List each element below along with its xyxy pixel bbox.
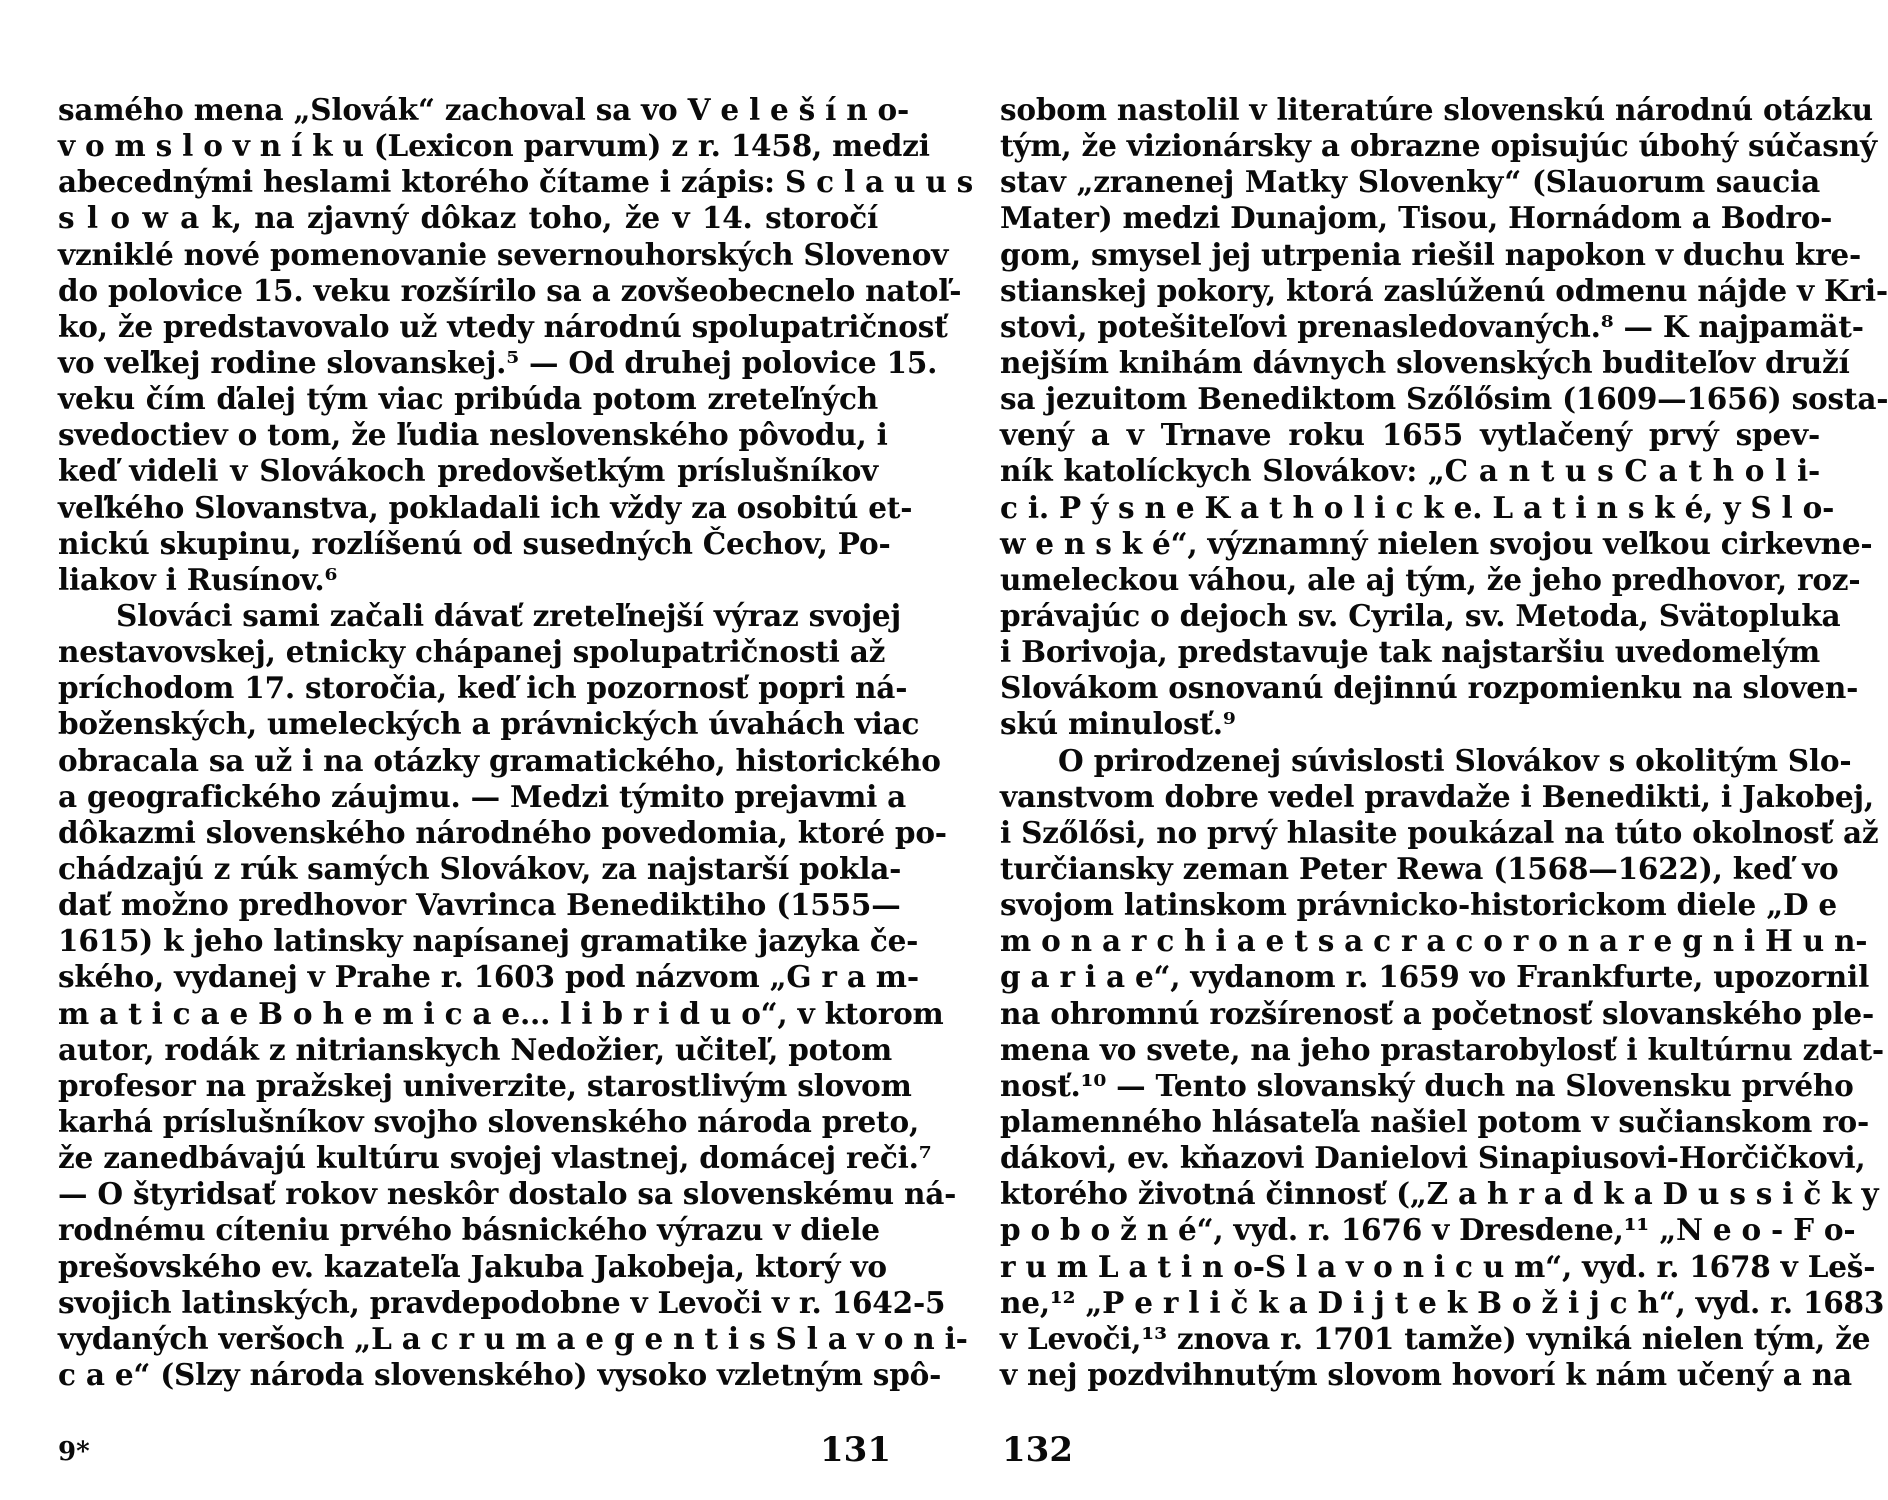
text-line: — O štyridsať rokov neskôr dostalo sa slovenskému ná- — [58, 1176, 957, 1212]
left-page-text — [58, 92, 974, 1393]
text-line: na ohromnú rozšírenosť a početnosť slovanského ple- — [1000, 995, 1875, 1031]
text-line: rodnému cíteniu prvého básnického výrazu v diele — [58, 1212, 880, 1248]
text-line: 1615) k jeho latinsky napísanej gramatike jazyka če- — [58, 923, 919, 959]
text-line: mena vo svete, na jeho prastarobylosť i kultúrnu zdat- — [1000, 1031, 1884, 1067]
text-line: právajúc o dejoch sv. Cyrila, sv. Metoda, Svätopluka — [1000, 597, 1841, 633]
text-line: m a t i c a e B o h e m i c a e... l i b r i d u o“, v ktorom — [58, 995, 944, 1031]
text-line: keď videli v Slovákoch predovšetkým príslušníkov — [58, 453, 878, 489]
text-line: r u m L a t i n o-S l a v o n i c u m“, vyd. r. 1678 v Leš- — [1000, 1248, 1876, 1284]
right-page-text — [1000, 92, 1888, 1393]
text-line: ko, že predstavovalo už vtedy národnú spolupatričnosť — [58, 308, 948, 344]
text-line: a geografického záujmu. — Medzi týmito prejavmi a — [58, 778, 907, 814]
text-line: v nej pozdvihnutým slovom hovorí k nám učený a na — [1000, 1356, 1852, 1392]
text-line: dákovi, ev. kňazovi Danielovi Sinapiusovi-Horčičkovi, — [1000, 1140, 1866, 1176]
text-line: ského, vydanej v Prahe r. 1603 pod názvom „G r a m- — [58, 959, 919, 995]
text-line: boženských, umeleckých a právnických úvahách viac — [58, 706, 920, 742]
text-line: samého mena „Slovák“ zachoval sa vo V e l e š í n o- — [58, 92, 910, 127]
text-line: ktorého životná činnosť („Z a h r a d k a D u s s i č k y — [1000, 1176, 1879, 1212]
text-line: obracala sa už i na otázky gramatického, historického — [58, 742, 941, 778]
text-line: do polovice 15. veku rozšírilo sa a zovšeobecnelo natoľ- — [58, 272, 962, 308]
text-line: veľkého Slovanstva, pokladali ich vždy za osobitú et- — [58, 489, 913, 525]
text-line: skú minulosť.⁹ — [1000, 706, 1236, 742]
text-line: vzniklé nové pomenovanie severnouhorských Slovenov — [58, 236, 949, 272]
text-line: v o m s l o v n í k u (Lexicon parvum) z r. 1458, medzi — [58, 128, 930, 164]
signature-mark: 9* — [58, 1437, 90, 1467]
text-line: c a e“ (Slzy národa slovenského) vysoko vzletným spô- — [58, 1356, 942, 1392]
text-line: vydaných veršoch „L a c r u m a e g e n t i s S l a v o n i- — [58, 1320, 968, 1356]
text-line: turčiansky zeman Peter Rewa (1568—1622), keď vo — [1000, 850, 1839, 886]
text-line: abecednými heslami ktorého čítame i zápis: S c l a u u s — [58, 164, 974, 200]
text-line: liakov i Rusínov.⁶ — [58, 561, 338, 597]
text-line: dôkazmi slovenského národného povedomia, ktoré po- — [58, 814, 947, 850]
text-line: profesor na pražskej univerzite, starostlivým slovom — [58, 1067, 912, 1103]
text-line: vený a v Trnave roku 1655 vytlačený prvý spev- — [1000, 417, 1820, 453]
text-line: Slováci sami začali dávať zreteľnejší výraz svojej — [116, 597, 901, 633]
text-line: g a r i a e“, vydanom r. 1659 vo Frankfurte, upozornil — [1000, 959, 1870, 995]
text-line: gom, smysel jej utrpenia riešil napokon v duchu kre- — [1000, 236, 1862, 272]
text-line: umeleckou váhou, ale aj tým, že jeho predhovor, roz- — [1000, 561, 1861, 597]
text-line: v Levoči,¹³ znova r. 1701 tamže) vyniká nielen tým, že — [1000, 1320, 1871, 1356]
text-line: svojich latinských, pravdepodobne v Levoči v r. 1642-5 — [58, 1284, 946, 1320]
text-line: p o b o ž n é“, vyd. r. 1676 v Dresdene,¹¹ „N e o - F o- — [1000, 1212, 1856, 1248]
text-line: ník katolíckych Slovákov: „C a n t u s C a t h o l i- — [1000, 453, 1820, 489]
text-line: nosť.¹⁰ — Tento slovanský duch na Slovensku prvého — [1000, 1067, 1854, 1103]
text-line: w e n s k é“, významný nielen svojou veľkou cirkevne- — [1000, 525, 1873, 561]
text-line: Mater) medzi Dunajom, Tisou, Hornádom a Bodro- — [1000, 200, 1833, 236]
text-line: c i. P ý s n e K a t h o l i c k e. L a t i n s k é, y S l o- — [1000, 489, 1835, 525]
text-line: nickú skupinu, rozlíšenú od susedných Čechov, Po- — [58, 525, 891, 561]
text-line: i Szőlősi, no prvý hlasite poukázal na túto okolnosť až — [1000, 814, 1879, 850]
text-line: karhá príslušníkov svojho slovenského národa preto, — [58, 1103, 920, 1139]
text-line: tým, že vizionársky a obrazne opisujúc úbohý súčasný — [1000, 128, 1877, 164]
text-line: prešovského ev. kazateľa Jakuba Jakobeja, ktorý vo — [58, 1248, 887, 1284]
text-line: vanstvom dobre vedel pravdaže i Benedikti, i Jakobej, — [1000, 778, 1874, 814]
text-line: plamenného hlásateľa našiel potom v sučianskom ro- — [1000, 1103, 1870, 1139]
text-line: ne,¹² „P e r l i č k a D i j t e k B o ž i j c h“, vyd. r. 1683 — [1000, 1284, 1885, 1320]
text-line: vo veľkej rodine slovanskej.⁵ — Od druhej polovice 15. — [58, 344, 938, 380]
text-line: veku čím ďalej tým viac pribúda potom zreteľných — [58, 381, 878, 417]
text-line: autor, rodák z nitrianskych Nedožier, učiteľ, potom — [58, 1031, 893, 1067]
text-line: s l o w a k, na zjavný dôkaz toho, že v 14. storočí — [58, 200, 878, 236]
text-line: nejším knihám dávnych slovenských buditeľov druží — [1000, 344, 1850, 380]
text-line: i Borivoja, predstavuje tak najstaršiu uvedomelým — [1000, 634, 1820, 670]
text-line: dať možno predhovor Vavrinca Benediktiho (1555— — [58, 887, 901, 923]
text-line: stovi, potešiteľovi prenasledovaných.⁸ — K najpamät- — [1000, 308, 1864, 344]
text-line: chádzajú z rúk samých Slovákov, za najstarší pokla- — [58, 850, 902, 886]
text-line: m o n a r c h i a e t s a c r a c o r o n a r e g n i H u n- — [1000, 923, 1868, 959]
text-line: stav „zranenej Matky Slovenky“ (Slauorum saucia — [1000, 164, 1820, 200]
text-line: svedoctiev o tom, že ľudia neslovenského pôvodu, i — [58, 417, 888, 453]
text-line: sobom nastolil v literatúre slovenskú národnú otázku — [1000, 92, 1873, 127]
text-line: O prirodzenej súvislosti Slovákov s okolitým Slo- — [1058, 742, 1852, 778]
text-line: Slovákom osnovanú dejinnú rozpomienku na sloven- — [1000, 670, 1859, 706]
text-line: že zanedbávajú kultúru svojej vlastnej, domácej reči.⁷ — [58, 1140, 932, 1176]
text-line: nestavovskej, etnicky chápanej spolupatričnosti až — [58, 634, 886, 670]
text-line: príchodom 17. storočia, keď ich pozornosť popri ná- — [58, 670, 908, 706]
text-line: svojom latinskom právnicko-historickom diele „D e — [1000, 887, 1837, 923]
text-line: stianskej pokory, ktorá zaslúženú odmenu nájde v Kri- — [1000, 272, 1888, 308]
page-number-right: 132 — [1002, 1430, 1073, 1470]
page-number-left: 131 — [820, 1430, 891, 1470]
text-line: sa jezuitom Benediktom Szőlősim (1609—1656) sosta- — [1000, 381, 1888, 417]
